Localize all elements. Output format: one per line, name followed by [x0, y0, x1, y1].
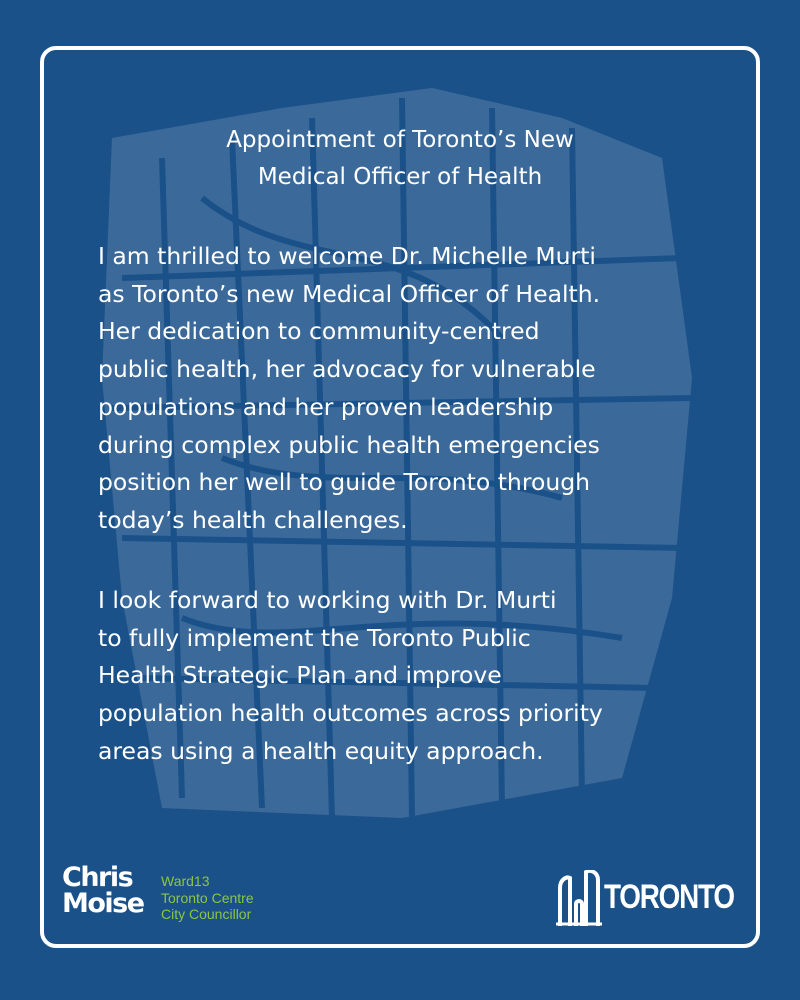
councillor-logo: [62, 862, 302, 935]
page-title: [0, 122, 800, 196]
statement-paragraph-2: [98, 582, 603, 771]
text-line: public health, her advocacy for vulnerable: [98, 355, 596, 384]
councillor-ward: Ward13: [161, 873, 210, 889]
toronto-wordmark: TORONTO: [604, 878, 734, 916]
text-line: position her well to guide Toronto through: [98, 468, 591, 497]
text-line: I look forward to working with Dr. Murti: [98, 586, 557, 614]
councillor-name: [62, 862, 144, 919]
councillor-role: City Councillor: [161, 906, 252, 922]
text-line: populations and her proven leadership: [98, 392, 554, 421]
city-hall-icon: [556, 870, 602, 926]
text-line: Her dedication to community-centred: [98, 317, 540, 346]
text-line: population health outcomes across priority: [98, 699, 603, 728]
text-line: areas using a health equity approach.: [98, 736, 544, 765]
councillor-info: [161, 873, 254, 923]
text-line: as Toronto’s new Medical Officer of Health.: [98, 279, 601, 308]
text-line: I am thrilled to welcome Dr. Michelle Murti: [98, 242, 596, 270]
councillor-first-name: Chris: [62, 862, 133, 893]
text-line: Health Strategic Plan and improve: [98, 661, 502, 690]
title-line: Appointment of Toronto’s New: [226, 127, 574, 153]
text-line: today’s health challenges.: [98, 505, 408, 534]
text-line: during complex public health emergencies: [98, 430, 600, 459]
title-line: Medical Officer of Health: [257, 164, 543, 190]
councillor-last-name: Moise: [62, 888, 144, 919]
city-of-toronto-logo: [556, 868, 746, 928]
text-line: to fully implement the Toronto Public: [98, 623, 531, 652]
statement-paragraph-1: [98, 238, 600, 540]
councillor-area: Toronto Centre: [161, 889, 254, 906]
